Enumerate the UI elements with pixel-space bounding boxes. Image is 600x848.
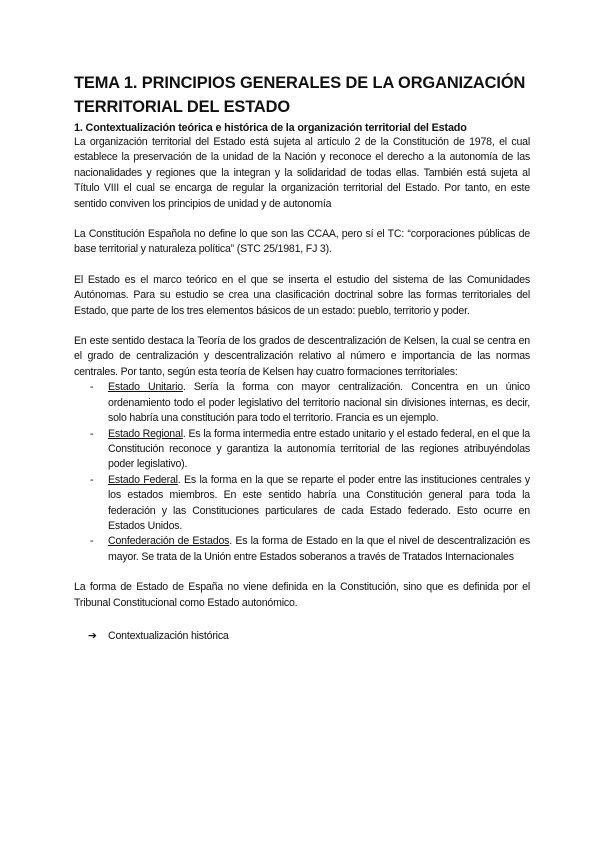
list-item-text: . Es la forma en la que se reparte el poder entre las instituciones centrales y los estados miembros. En este sentido habría una Constitución general para toda la federación y las Constituciones particulares de cada Estado federado. Esto ocurre en Estados Unidos. (108, 473, 531, 532)
paragraph-ccaa-definition: La Constitución Española no define lo que son las CCAA, pero sí el TC: “corporaciones públicas de base territorial y naturaleza política” (STC 25/1981, FJ 3). (74, 228, 530, 256)
section-heading: 1. Contextualización teórica e histórica de la organización territorial del Estado (74, 122, 467, 134)
dash-bullet: - (90, 427, 94, 440)
territorial-forms-list (74, 380, 530, 565)
dash-bullet: - (90, 381, 94, 394)
paragraph-estado-marco: El Estado es el marco teórico en el que se inserta el estudio del sistema de las Comunidades Autónomas. Para su estudio se crea una clasificación doctrinal sobre las formas territoriales del Estado, que parte de los tres elementos básicos de un estado: pueblo, territorio y poder. (74, 273, 530, 317)
list-item-text: . Es la forma de Estado en la que el nivel de descentralización es mayor. Se trata de la Unión entre Estados soberanos a través de Tratados Internacionales (108, 535, 530, 563)
list-item (74, 473, 530, 535)
list-item-text: . Sería la forma con mayor centralización. Concentra en un único ordenamiento todo el poder legislativo del territorio nacional sin divisiones internas, es decir, solo habría una constitución para todo el territorio. Francia es un ejemplo. (108, 381, 530, 425)
arrow-bullet-item (74, 629, 530, 644)
list-item-term: Estado Unitario (108, 381, 183, 394)
arrow-right-icon: ➔ (88, 629, 97, 642)
list-item (74, 380, 530, 426)
list-item (74, 534, 530, 565)
dash-bullet: - (90, 535, 94, 548)
list-item-text: . Es la forma intermedia entre estado unitario y el estado federal, en el que la Constitución reconoce y garantiza la autonomía territorial de las regiones atribuyéndolas poder legislativo). (108, 427, 531, 471)
paragraph-kelsen: En este sentido destaca la Teoría de los grados de descentralización de Kelsen, la cual se centra en el grado de centralización y descentralización relativo al número e importancia de las normas centrales. Por tanto, según esta teoría de Kelsen hay cuatro formaciones territoriales: (74, 335, 530, 378)
dash-bullet: - (90, 473, 94, 486)
document-title: TEMA 1. PRINCIPIOS GENERALES DE LA ORGANIZACIÓN TERRITORIAL DEL ESTADO (74, 74, 526, 116)
list-item-term: Confederación de Estados (108, 535, 230, 548)
list-item (74, 427, 530, 473)
paragraph-estado-autonomico: La forma de Estado de España no viene definida en la Constitución, sino que es definida por el Tribunal Constitucional como Estado autonómico. (74, 581, 530, 609)
document-page (74, 72, 530, 644)
list-item-term: Estado Regional (108, 427, 183, 440)
paragraph-article-2: La organización territorial del Estado está sujeta al artículo 2 de la Constitución de 1978, el cual establece la preservación de la unidad de la Nación y reconoce el derecho a la autonomía de las nacionalidades y regiones que la integran y la solidaridad de todas ellas. También está sujeta al Título VIII el cual se encarga de regular la organización territorial del Estado. Por tanto, en este sentido conviven los principios de unidad y de autonomía (74, 136, 530, 210)
arrow-bullet-text: Contextualización histórica (108, 629, 229, 642)
list-item-term: Estado Federal (108, 473, 178, 486)
